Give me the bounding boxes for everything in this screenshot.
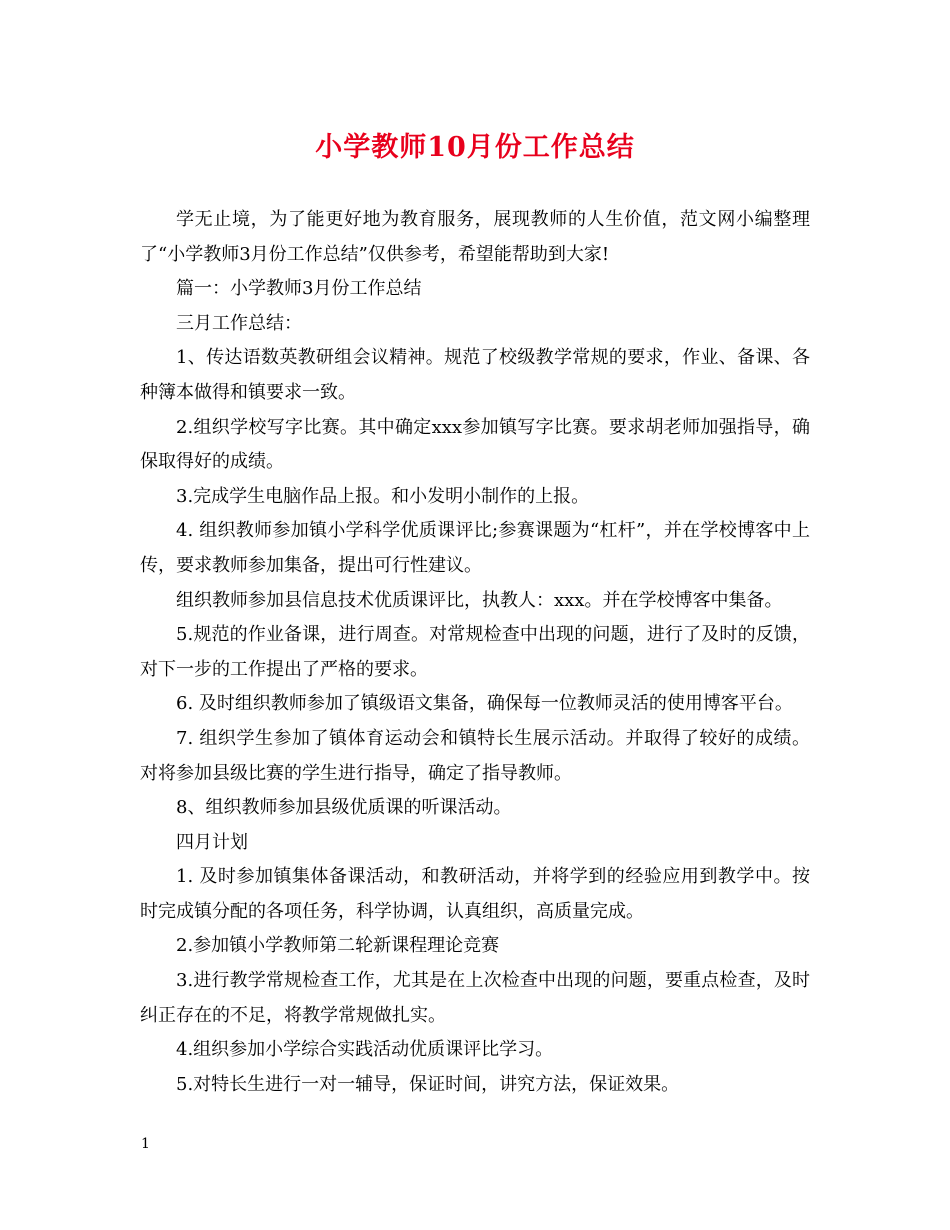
paragraph-item-5: 5.规范的作业备课，进行周查。对常规检查中出现的问题，进行了及时的反馈，对下一步的工作提出了严格的要求。 bbox=[140, 624, 810, 680]
paragraph-item-1: 1、传达语数英教研组会议精神。规范了校级教学常规的要求，作业、备课、各种簿本做得和镇要求一致。 bbox=[140, 347, 810, 403]
paragraph-item-4: 4. 组织教师参加镇小学科学优质课评比;参赛课题为“杠杆”，并在学校博客中上传，要求教师参加集备，提出可行性建议。 bbox=[140, 520, 810, 576]
paragraph-march-summary-heading: 三月工作总结： bbox=[176, 312, 302, 334]
paragraph-item-2: 2.组织学校写字比赛。其中确定xxx参加镇写字比赛。要求胡老师加强指导，确保取得好的成绩。 bbox=[140, 416, 810, 473]
paragraph-plan-item-2: 2.参加镇小学教师第二轮新课程理论竞赛 bbox=[176, 935, 500, 957]
paragraph-item-8: 8、组织教师参加县级优质课的听课活动。 bbox=[176, 797, 512, 819]
page-number: 1 bbox=[141, 1136, 150, 1152]
paragraph-item-3: 3.完成学生电脑作品上报。和小发明小制作的上报。 bbox=[176, 485, 590, 507]
document-title: 小学教师10月份工作总结 bbox=[315, 132, 635, 163]
paragraph-item-6: 6. 及时组织教师参加了镇级语文集备，确保每一位教师灵活的使用博客平台。 bbox=[176, 693, 793, 715]
paragraph-plan-item-1: 1. 及时参加镇集体备课活动，和教研活动，并将学到的经验应用到教学中。按时完成镇分配的各项任务，科学协调，认真组织，高质量完成。 bbox=[140, 866, 810, 922]
paragraph-intro: 学无止境，为了能更好地为教育服务，展现教师的人生价值，范文网小编整理了“小学教师3月份工作总结”仅供参考，希望能帮助到大家! bbox=[140, 209, 810, 265]
paragraph-plan-item-4: 4.组织参加小学综合实践活动优质课评比学习。 bbox=[176, 1039, 554, 1061]
paragraph-part-one-heading: 篇一：小学教师3月份工作总结 bbox=[176, 278, 422, 300]
paragraph-item-7: 7. 组织学生参加了镇体育运动会和镇特长生展示活动。并取得了较好的成绩。对将参加县级比赛的学生进行指导，确定了指导教师。 bbox=[140, 727, 810, 784]
document-body bbox=[140, 203, 810, 1102]
paragraph-item-4-extra: 组织教师参加县信息技术优质课评比，执教人：xxx。并在学校博客中集备。 bbox=[176, 589, 783, 611]
paragraph-plan-item-5: 5.对特长生进行一对一辅导，保证时间，讲究方法，保证效果。 bbox=[176, 1073, 680, 1095]
paragraph-april-plan-heading: 四月计划 bbox=[176, 831, 248, 853]
paragraph-plan-item-3: 3.进行教学常规检查工作，尤其是在上次检查中出现的问题，要重点检查，及时纠正存在的不足，将教学常规做扎实。 bbox=[140, 970, 810, 1026]
